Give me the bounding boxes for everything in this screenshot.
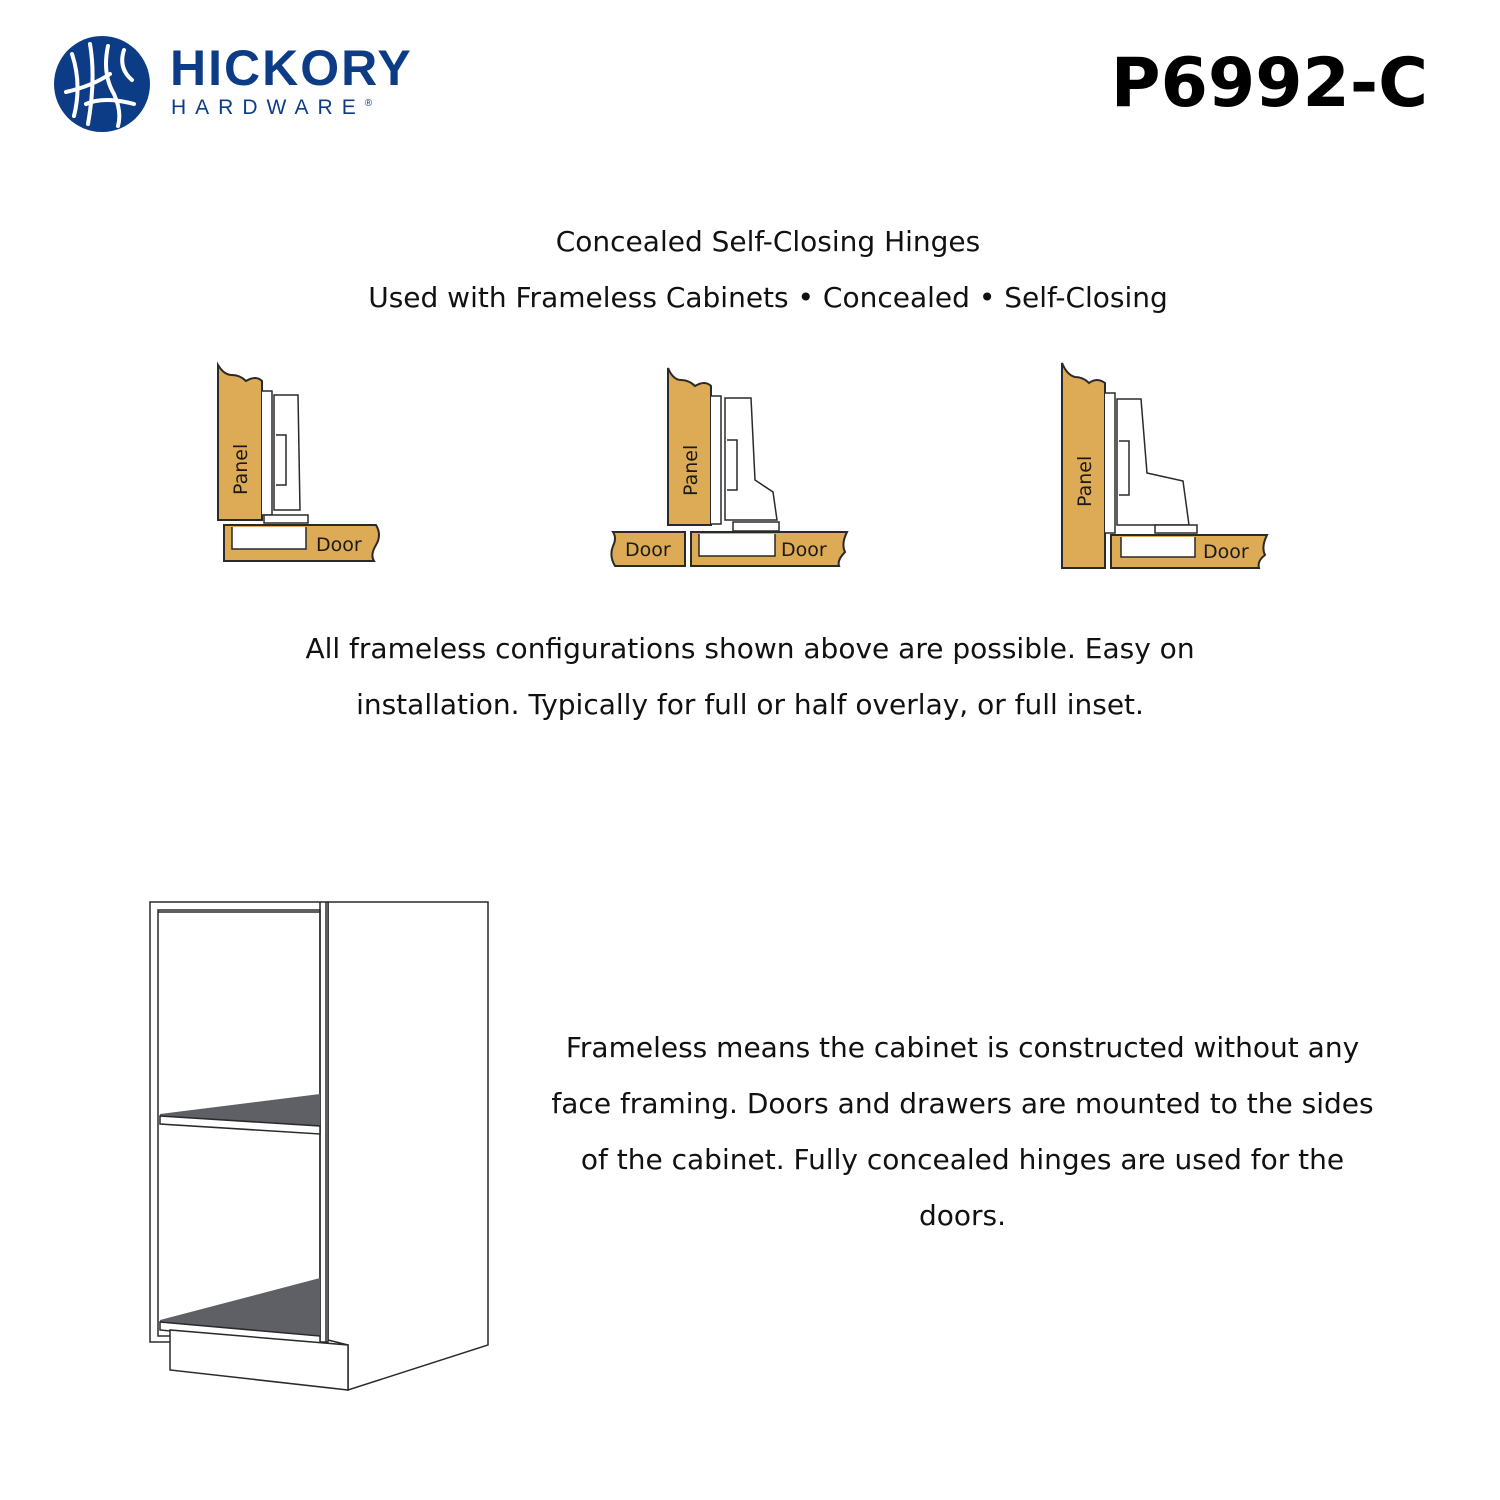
part-number: P6992-C — [1110, 44, 1428, 123]
panel-label: Panel — [230, 443, 252, 495]
page-subtitle: Used with Frameless Cabinets • Concealed • Self-Closing — [368, 281, 1168, 314]
door-label-right: Door — [781, 539, 827, 561]
full-overlay-diagram — [210, 355, 390, 575]
frameless-description: Frameless means the cabinet is constructed without any face framing. Doors and drawers are mounted to the sides of the cabinet. Fully concealed hinges are used for the doors. — [551, 1031, 1374, 1232]
full-inset-diagram — [1055, 355, 1275, 575]
panel-label: Panel — [1074, 455, 1096, 507]
config-note-line-1: All frameless configurations shown above are possible. Easy on — [305, 632, 1195, 665]
door-label: Door — [1203, 541, 1249, 563]
door-label: Door — [316, 534, 362, 556]
page-title: Concealed Self-Closing Hinges — [555, 225, 981, 258]
hickory-logo-icon — [52, 34, 152, 134]
half-overlay-diagram — [605, 360, 855, 575]
door-label-left: Door — [625, 539, 671, 561]
config-note-line-2: installation. Typically for full or half overlay, or full inset. — [356, 688, 1144, 721]
frameless-cabinet-illustration — [140, 890, 500, 1400]
panel-label: Panel — [680, 444, 702, 496]
brand-name: HICKORY — [170, 40, 413, 96]
brand-subtitle: HARDWARE® — [171, 96, 373, 119]
